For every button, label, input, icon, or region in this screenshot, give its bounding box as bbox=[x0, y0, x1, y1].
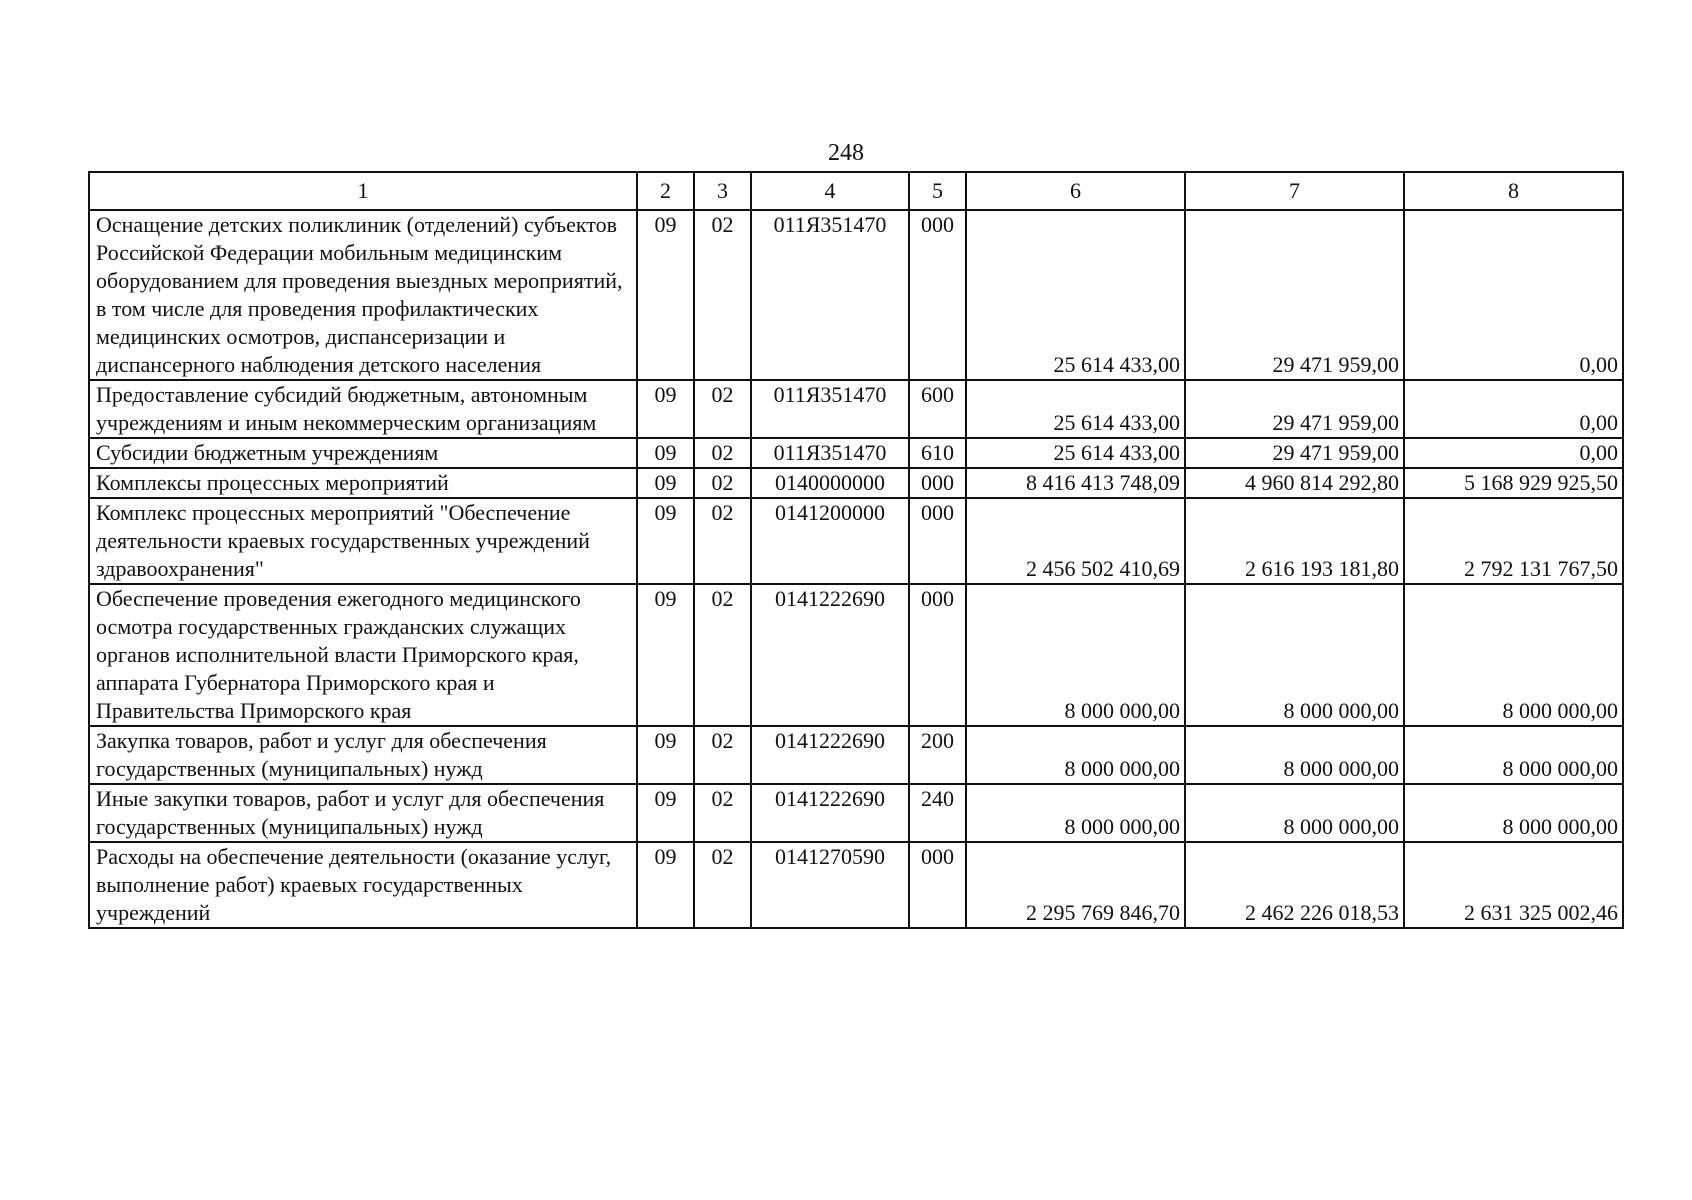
table-body bbox=[89, 172, 1623, 928]
expense-type-code-cell: 600 bbox=[909, 380, 966, 438]
amount-col6-cell: 8 000 000,00 bbox=[966, 784, 1185, 842]
budget-table bbox=[88, 171, 1624, 929]
expense-name-cell: Оснащение детских поликлиник (отделений) субъектов Российской Федерации мобильным медицинским оборудованием для проведения выездных мероприятий, в том числе для проведения профилактических медицинских осмотров, диспансеризации и диспансерного наблюдения детского населения bbox=[89, 210, 637, 380]
subsection-code-cell: 02 bbox=[694, 498, 751, 584]
target-item-code-cell: 011Я351470 bbox=[751, 380, 909, 438]
amount-col8-cell: 8 000 000,00 bbox=[1404, 584, 1623, 726]
table-header-row bbox=[89, 172, 1623, 210]
target-item-code-cell: 0141222690 bbox=[751, 784, 909, 842]
section-code-cell: 09 bbox=[637, 726, 694, 784]
expense-type-code-cell: 000 bbox=[909, 842, 966, 928]
amount-col8-cell: 5 168 929 925,50 bbox=[1404, 468, 1623, 498]
expense-name-cell: Субсидии бюджетным учреждениям bbox=[89, 438, 637, 468]
amount-col6-cell: 8 000 000,00 bbox=[966, 584, 1185, 726]
amount-col6-cell: 2 295 769 846,70 bbox=[966, 842, 1185, 928]
expense-name-cell: Предоставление субсидий бюджетным, автономным учреждениям и иным некоммерческим организациям bbox=[89, 380, 637, 438]
amount-col7-cell: 8 000 000,00 bbox=[1185, 784, 1404, 842]
target-item-code-cell: 0141270590 bbox=[751, 842, 909, 928]
subsection-code-cell: 02 bbox=[694, 584, 751, 726]
table-row bbox=[89, 842, 1623, 928]
subsection-code-cell: 02 bbox=[694, 468, 751, 498]
section-code-cell: 09 bbox=[637, 210, 694, 380]
amount-col7-cell: 29 471 959,00 bbox=[1185, 210, 1404, 380]
column-header: 7 bbox=[1185, 172, 1404, 210]
amount-col6-cell: 25 614 433,00 bbox=[966, 380, 1185, 438]
amount-col8-cell: 0,00 bbox=[1404, 380, 1623, 438]
table-row bbox=[89, 784, 1623, 842]
expense-type-code-cell: 000 bbox=[909, 210, 966, 380]
amount-col8-cell: 8 000 000,00 bbox=[1404, 726, 1623, 784]
section-code-cell: 09 bbox=[637, 468, 694, 498]
subsection-code-cell: 02 bbox=[694, 726, 751, 784]
section-code-cell: 09 bbox=[637, 584, 694, 726]
expense-name-cell: Закупка товаров, работ и услуг для обеспечения государственных (муниципальных) нужд bbox=[89, 726, 637, 784]
section-code-cell: 09 bbox=[637, 380, 694, 438]
table-row bbox=[89, 584, 1623, 726]
amount-col7-cell: 29 471 959,00 bbox=[1185, 438, 1404, 468]
section-code-cell: 09 bbox=[637, 438, 694, 468]
target-item-code-cell: 0140000000 bbox=[751, 468, 909, 498]
expense-name-cell: Комплексы процессных мероприятий bbox=[89, 468, 637, 498]
expense-name-cell: Иные закупки товаров, работ и услуг для обеспечения государственных (муниципальных) нужд bbox=[89, 784, 637, 842]
table-row bbox=[89, 210, 1623, 380]
amount-col8-cell: 2 792 131 767,50 bbox=[1404, 498, 1623, 584]
amount-col8-cell: 0,00 bbox=[1404, 210, 1623, 380]
amount-col6-cell: 8 416 413 748,09 bbox=[966, 468, 1185, 498]
subsection-code-cell: 02 bbox=[694, 438, 751, 468]
target-item-code-cell: 0141222690 bbox=[751, 584, 909, 726]
amount-col6-cell: 25 614 433,00 bbox=[966, 210, 1185, 380]
expense-name-cell: Комплекс процессных мероприятий "Обеспечение деятельности краевых государственных учреждений здравоохранения" bbox=[89, 498, 637, 584]
amount-col6-cell: 8 000 000,00 bbox=[966, 726, 1185, 784]
column-header: 1 bbox=[89, 172, 637, 210]
expense-type-code-cell: 000 bbox=[909, 498, 966, 584]
subsection-code-cell: 02 bbox=[694, 842, 751, 928]
table-row bbox=[89, 726, 1623, 784]
subsection-code-cell: 02 bbox=[694, 784, 751, 842]
amount-col6-cell: 2 456 502 410,69 bbox=[966, 498, 1185, 584]
column-header: 4 bbox=[751, 172, 909, 210]
amount-col7-cell: 29 471 959,00 bbox=[1185, 380, 1404, 438]
expense-type-code-cell: 240 bbox=[909, 784, 966, 842]
target-item-code-cell: 011Я351470 bbox=[751, 210, 909, 380]
amount-col8-cell: 8 000 000,00 bbox=[1404, 784, 1623, 842]
column-header: 8 bbox=[1404, 172, 1623, 210]
table-row bbox=[89, 498, 1623, 584]
column-header: 2 bbox=[637, 172, 694, 210]
expense-name-cell: Расходы на обеспечение деятельности (оказание услуг, выполнение работ) краевых государственных учреждений bbox=[89, 842, 637, 928]
target-item-code-cell: 011Я351470 bbox=[751, 438, 909, 468]
expense-type-code-cell: 000 bbox=[909, 584, 966, 726]
column-header: 3 bbox=[694, 172, 751, 210]
table-row bbox=[89, 380, 1623, 438]
amount-col8-cell: 0,00 bbox=[1404, 438, 1623, 468]
amount-col8-cell: 2 631 325 002,46 bbox=[1404, 842, 1623, 928]
page-number: 248 bbox=[828, 140, 864, 166]
amount-col7-cell: 2 462 226 018,53 bbox=[1185, 842, 1404, 928]
section-code-cell: 09 bbox=[637, 784, 694, 842]
amount-col6-cell: 25 614 433,00 bbox=[966, 438, 1185, 468]
column-header: 6 bbox=[966, 172, 1185, 210]
target-item-code-cell: 0141200000 bbox=[751, 498, 909, 584]
subsection-code-cell: 02 bbox=[694, 210, 751, 380]
section-code-cell: 09 bbox=[637, 842, 694, 928]
amount-col7-cell: 8 000 000,00 bbox=[1185, 726, 1404, 784]
column-header: 5 bbox=[909, 172, 966, 210]
expense-type-code-cell: 000 bbox=[909, 468, 966, 498]
target-item-code-cell: 0141222690 bbox=[751, 726, 909, 784]
amount-col7-cell: 2 616 193 181,80 bbox=[1185, 498, 1404, 584]
expense-type-code-cell: 610 bbox=[909, 438, 966, 468]
section-code-cell: 09 bbox=[637, 498, 694, 584]
table-row bbox=[89, 468, 1623, 498]
amount-col7-cell: 8 000 000,00 bbox=[1185, 584, 1404, 726]
expense-type-code-cell: 200 bbox=[909, 726, 966, 784]
amount-col7-cell: 4 960 814 292,80 bbox=[1185, 468, 1404, 498]
subsection-code-cell: 02 bbox=[694, 380, 751, 438]
expense-name-cell: Обеспечение проведения ежегодного медицинского осмотра государственных гражданских служащих органов исполнительной власти Приморского края, аппарата Губернатора Приморского края и Правительства Приморского края bbox=[89, 584, 637, 726]
table-row bbox=[89, 438, 1623, 468]
